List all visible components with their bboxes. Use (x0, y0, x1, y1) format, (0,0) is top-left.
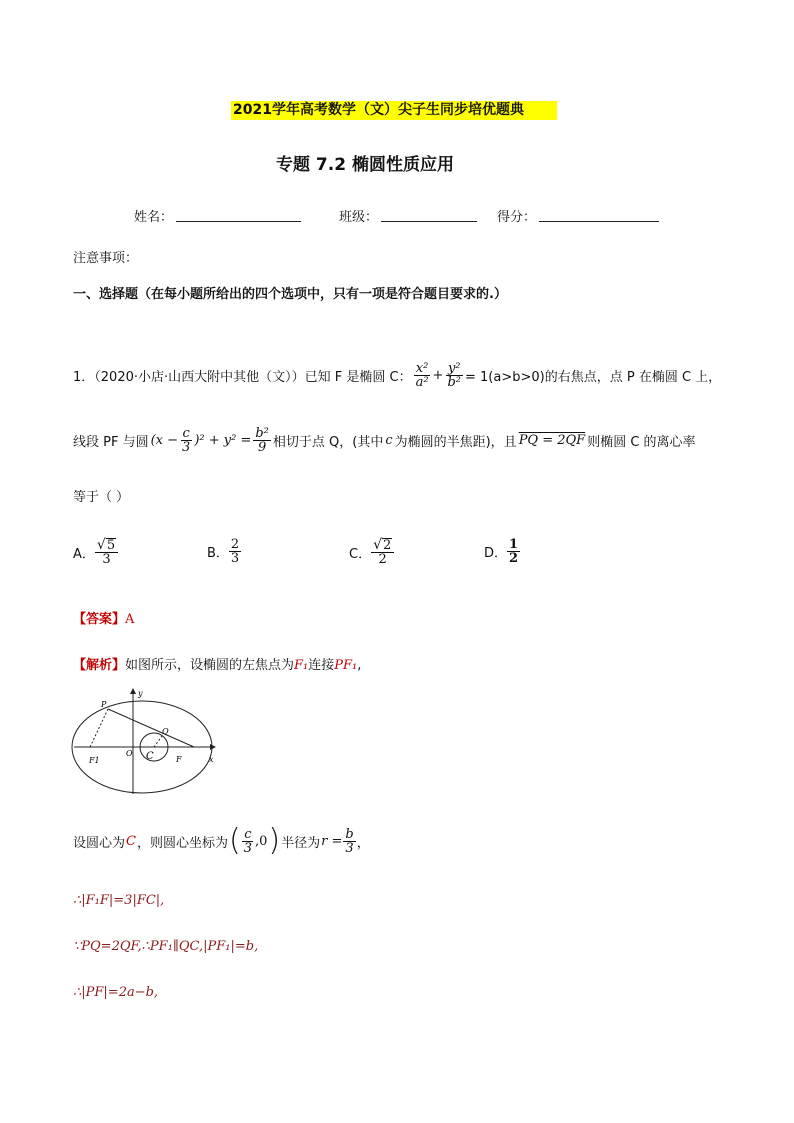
question-line-3: 等于（ ） (73, 490, 130, 505)
ellipse-y-den: b² (447, 375, 461, 390)
analysis-text: 如图所示，设椭圆的左焦点为 (125, 658, 295, 673)
answer-value: A (125, 612, 135, 627)
circle-left: (x − (150, 433, 179, 448)
coord-den: 3 (243, 840, 252, 856)
analysis-connect: 连接 (308, 658, 335, 673)
score-field-line[interactable] (539, 220, 659, 222)
option-a[interactable] (73, 538, 118, 566)
x-axis-arrow (210, 744, 216, 750)
label-q: Q (162, 727, 169, 736)
center-text-b: ，则圆心坐标为 (136, 835, 228, 851)
option-b-fraction (229, 538, 241, 565)
label-c: C (146, 751, 154, 762)
circle-r-fraction (253, 427, 271, 454)
ellipse-y-fraction (445, 362, 463, 389)
question-line-2 (73, 427, 696, 454)
coord-tail: ,0 (254, 833, 268, 849)
option-a-label: A． (73, 546, 95, 562)
score-label: 得分： (497, 210, 537, 225)
option-d-label: D． (484, 546, 508, 561)
answer-tag: 【答案】 (73, 612, 126, 627)
name-label: 姓名： (134, 210, 174, 225)
option-d-fraction (507, 538, 520, 565)
segment-qc (154, 736, 162, 747)
c-variable: c (385, 433, 393, 448)
class-field-line[interactable] (381, 220, 477, 222)
section-heading: 一、选择题（在每小题所给出的四个选项中，只有一项是符合题目要求的.） (73, 287, 507, 302)
option-d-den: 2 (509, 551, 519, 566)
line2-c: 为椭圆的半焦距)，且 (394, 435, 517, 450)
y-axis-arrow (130, 688, 136, 694)
option-b-den: 3 (230, 551, 240, 566)
notes-heading: 注意事项： (73, 251, 139, 266)
step-2: ∵PQ=2QF,∴PF₁∥QC,|PF₁|=b, (73, 939, 259, 954)
option-a-radicand: 5 (106, 538, 116, 553)
analysis-line (73, 654, 361, 673)
circle-c-fraction (180, 427, 192, 454)
circle-r-den: 9 (257, 440, 267, 455)
analysis-comma: , (357, 658, 362, 673)
step-3: ∴|PF|=2a−b, (73, 985, 159, 1000)
question-line-1 (73, 362, 721, 389)
option-c-radicand: 2 (383, 538, 392, 553)
ellipse-tail: = 1(a>b>0)的右焦点，点 P 在椭圆 C 上， (465, 370, 722, 385)
option-c-fraction (371, 538, 394, 566)
option-d-num: 1 (509, 537, 519, 552)
radius-num: b (345, 826, 354, 842)
option-c[interactable] (349, 538, 394, 566)
segment-pf (108, 709, 194, 747)
label-f1: F1 (89, 756, 100, 765)
line2-a: 线段 PF 与圆 (73, 435, 149, 450)
analysis-tag: 【解析】 (73, 658, 126, 673)
label-y: y (138, 689, 143, 698)
step-1: ∴|F₁F|=3|FC|, (73, 893, 165, 908)
coord-fraction (242, 828, 254, 855)
right-paren: ) (268, 823, 281, 858)
name-field-line[interactable] (176, 220, 301, 222)
option-c-den: 2 (378, 552, 387, 567)
label-p: P (101, 700, 107, 709)
option-a-fraction (95, 538, 118, 566)
center-c: C (126, 833, 136, 849)
ellipse-figure (70, 686, 220, 796)
option-a-sqrt: √ 5 (95, 538, 118, 553)
circle-c-num: c (182, 426, 190, 441)
radius-fraction (343, 828, 355, 855)
radius-den: 3 (345, 840, 354, 856)
analysis-f1: F₁ (294, 658, 309, 673)
circle-c-den: 3 (182, 440, 191, 455)
center-text-c: 半径为 (281, 835, 321, 851)
circle-mid: )² + y² = (194, 433, 252, 448)
option-b-label: B． (207, 546, 229, 561)
ellipse-x-den: a² (415, 375, 429, 390)
line2-d: 则椭圆 C 的离心率 (587, 435, 696, 450)
option-c-sqrt: √ 2 (371, 538, 394, 553)
plus-sign: + (432, 368, 444, 383)
label-x: x (209, 755, 214, 764)
option-b-num: 2 (230, 537, 240, 552)
label-o: O (126, 749, 133, 758)
banner-text: 2021学年高考数学（文）尖子生同步培优题典 (233, 102, 524, 118)
option-c-label: C． (349, 546, 372, 562)
option-a-den: 3 (102, 552, 111, 567)
analysis-pf1: PF₁ (334, 658, 358, 673)
answer-line (73, 608, 134, 627)
page-title: 专题 7.2 椭圆性质应用 (276, 155, 454, 175)
class-label: 班级： (339, 210, 379, 225)
center-text-a: 设圆心为 (73, 835, 126, 851)
ellipse-x-num: x² (415, 361, 429, 376)
left-paren: ( (228, 823, 241, 858)
header-banner (231, 101, 557, 120)
ellipse-x-fraction (414, 362, 431, 389)
radius-eq: r = (321, 833, 343, 849)
option-b[interactable] (207, 538, 241, 565)
question-prefix: 1．（2020·小店·山西大附中其他（文））已知 F 是椭圆 C： (73, 370, 412, 385)
center-line (73, 823, 370, 858)
option-d[interactable] (484, 538, 520, 565)
vector-equation: PQ = 2QF (518, 433, 586, 448)
line2-b: 相切于点 Q，(其中 (272, 435, 384, 450)
center-text-d: ， (356, 835, 370, 851)
label-f: F (176, 755, 182, 764)
ellipse-y-num: y² (447, 361, 461, 376)
coord-num: c (244, 826, 252, 842)
circle-r-num: b² (255, 426, 269, 441)
